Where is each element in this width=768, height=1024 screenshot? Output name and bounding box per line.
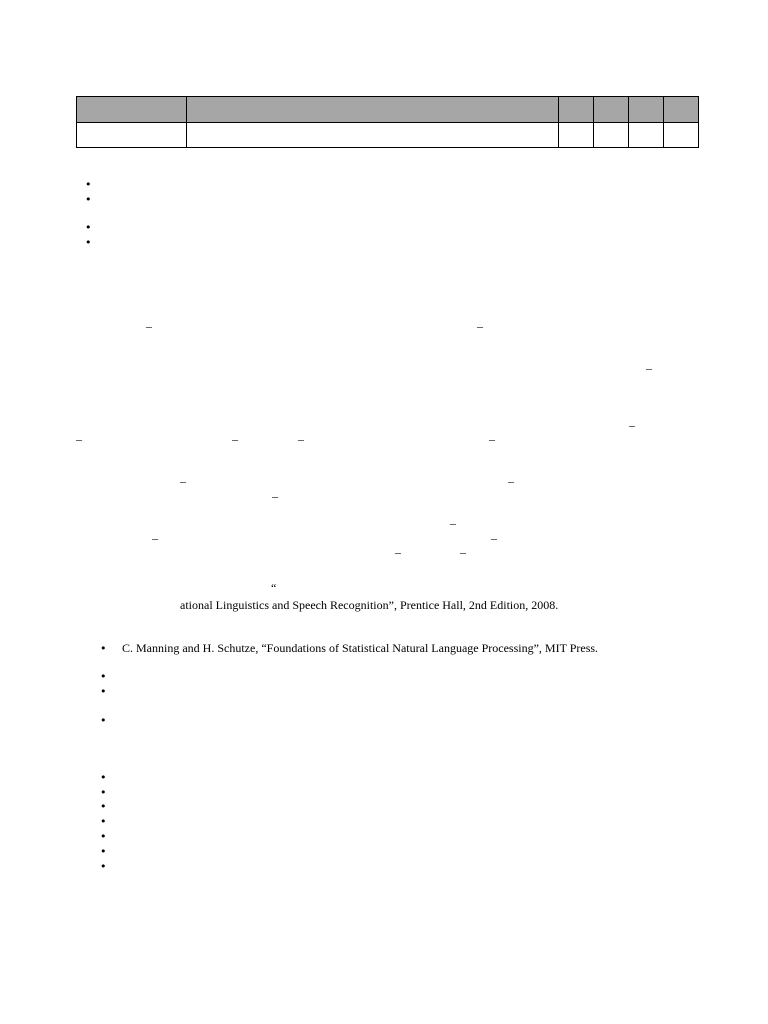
- dash-separator: –: [460, 545, 466, 559]
- dash-separator: –: [489, 432, 495, 446]
- bullet-icon: •: [100, 830, 107, 843]
- dash-separator: –: [152, 531, 158, 545]
- dash-separator: –: [298, 432, 304, 446]
- table-cell: [664, 123, 699, 148]
- quote-mark: “: [271, 581, 277, 595]
- dash-separator: –: [272, 489, 278, 503]
- dash-separator: –: [232, 432, 238, 446]
- table-header-cell: [594, 97, 629, 123]
- table-cell: [559, 123, 594, 148]
- dash-separator: –: [180, 474, 186, 488]
- bullet-icon: •: [100, 845, 107, 858]
- bullet-icon: •: [100, 642, 107, 655]
- bullet-icon: •: [100, 771, 107, 784]
- table-header-cell: [559, 97, 594, 123]
- bullet-icon: •: [85, 221, 92, 234]
- dash-separator: –: [508, 474, 514, 488]
- bullet-icon: •: [100, 670, 107, 683]
- dash-separator: –: [146, 319, 152, 333]
- dash-separator: –: [491, 531, 497, 545]
- course-table: [76, 96, 699, 148]
- table-header-cell: [629, 97, 664, 123]
- bullet-icon: •: [100, 714, 107, 727]
- bullet-icon: •: [85, 236, 92, 249]
- bullet-icon: •: [85, 178, 92, 191]
- reference-text: ational Linguistics and Speech Recognition”, Prentice Hall, 2nd Edition, 2008.: [180, 598, 559, 612]
- table-header-cell: [187, 97, 559, 123]
- dash-separator: –: [395, 545, 401, 559]
- bullet-icon: •: [100, 786, 107, 799]
- table-header-row: [77, 97, 699, 123]
- dash-separator: –: [450, 516, 456, 530]
- table-cell: [187, 123, 559, 148]
- table-header-cell: [664, 97, 699, 123]
- dash-separator: –: [76, 432, 82, 446]
- bullet-icon: •: [100, 815, 107, 828]
- bullet-icon: •: [100, 860, 107, 873]
- dash-separator: –: [477, 319, 483, 333]
- table-cell: [629, 123, 664, 148]
- table-cell: [594, 123, 629, 148]
- dash-separator: –: [646, 361, 652, 375]
- bullet-icon: •: [100, 800, 107, 813]
- reference-text: C. Manning and H. Schutze, “Foundations of Statistical Natural Language Processing”, MIT Press.: [122, 641, 599, 655]
- dash-separator: –: [629, 418, 635, 432]
- bullet-icon: •: [85, 193, 92, 206]
- table-row: [77, 123, 699, 148]
- bullet-icon: •: [100, 685, 107, 698]
- table-header-cell: [77, 97, 187, 123]
- table-cell: [77, 123, 187, 148]
